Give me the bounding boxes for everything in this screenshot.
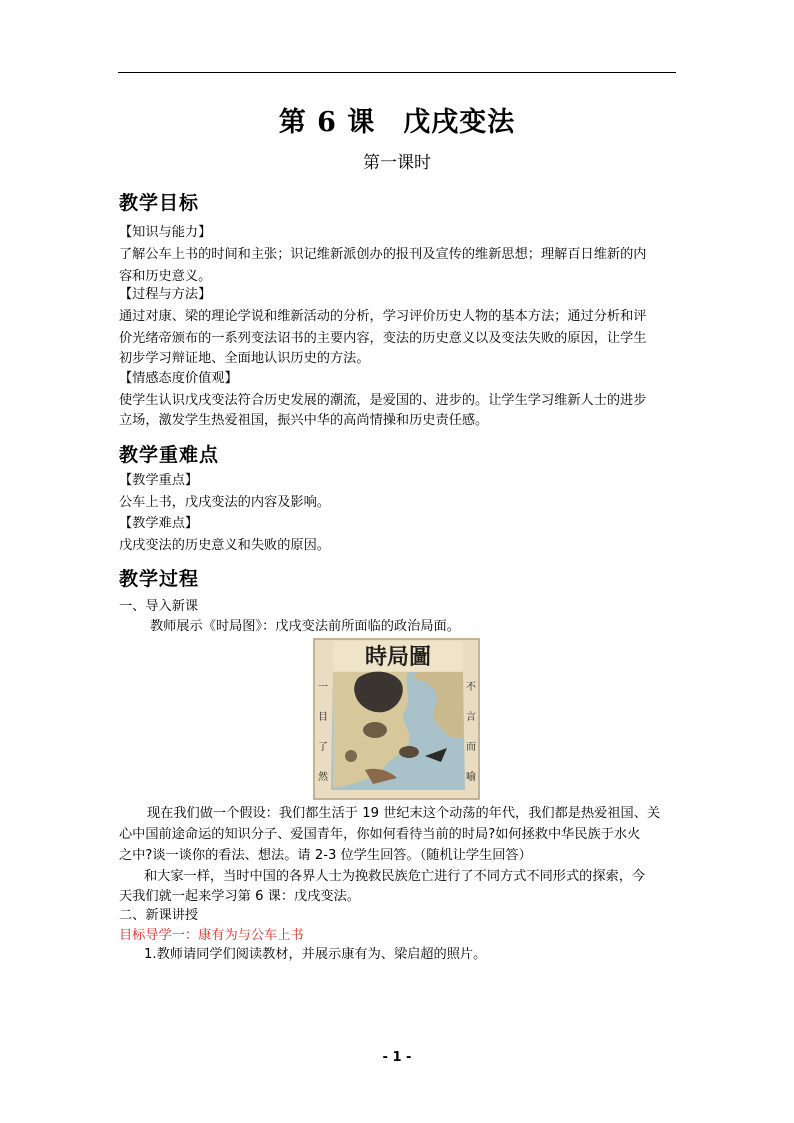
lesson-title: 第 6 课 戊戌变法	[278, 107, 516, 138]
svg-text:目: 目	[318, 712, 328, 723]
difficulty-label: 【教学难点】	[119, 516, 199, 531]
knowledge-line-2: 容和历史意义。	[119, 269, 212, 284]
transition-line-1: 和大家一样，当时中国的各界人士为挽救民族危亡进行了不同方式不同形式的探索，今	[144, 869, 646, 884]
hypothesis-line-1: 现在我们做一个假设：我们都生活于 19 世纪末这个动荡的年代，我们都是热爱祖国、关	[147, 806, 661, 821]
process-heading: 教学过程	[119, 568, 200, 590]
svg-text:然: 然	[318, 772, 328, 783]
keypoints-heading: 教学重难点	[119, 444, 220, 466]
emotion-line-1: 使学生认识戊戌变法符合历史发展的潮流，是爱国的、进步的。让学生学习维新人士的进步	[119, 393, 647, 408]
intro-text: 教师展示《时局图》：戊戌变法前所面临的政治局面。	[150, 619, 460, 634]
header-rule	[118, 72, 676, 73]
focus-label: 【教学重点】	[119, 473, 199, 488]
focus-text: 公车上书，戊戌变法的内容及影响。	[119, 495, 330, 510]
difficulty-text: 戊戌变法的历史意义和失败的原因。	[119, 538, 330, 553]
page-number: - 1 -	[382, 1050, 412, 1065]
emotion-line-2: 立场，激发学生热爱祖国，振兴中华的高尚情操和历史责任感。	[119, 413, 489, 428]
intro-heading: 一、导入新课	[119, 599, 199, 614]
shijutu-image	[313, 638, 480, 800]
svg-text:了: 了	[318, 742, 328, 753]
lesson-subtitle: 第一课时	[363, 153, 431, 173]
svg-text:而: 而	[466, 742, 476, 753]
svg-text:言: 言	[466, 712, 476, 723]
image-title-text: 時局圖	[364, 644, 432, 670]
process-label: 【过程与方法】	[119, 287, 212, 302]
knowledge-label: 【知识与能力】	[119, 225, 212, 240]
step-1: 1.教师请同学们阅读教材，并展示康有为、梁启超的照片。	[144, 947, 487, 962]
svg-text:不: 不	[466, 682, 476, 693]
knowledge-line-1: 了解公车上书的时间和主张；识记维新派创办的报刊及宣传的维新思想；理解百日维新的内	[119, 247, 647, 262]
transition-line-2: 天我们就一起来学习第 6 课：戊戌变法。	[119, 889, 360, 904]
hypothesis-line-2: 心中国前途命运的知识分子、爱国青年，你如何看待当前的时局?如何拯救中华民族于水火	[119, 827, 641, 842]
hypothesis-line-3: 之中?谈一谈你的看法、想法。请 2-3 位学生回答。（随机让学生回答）	[119, 848, 532, 863]
new-lesson-heading: 二、新课讲授	[119, 908, 199, 923]
svg-text:喻: 喻	[466, 772, 476, 783]
process-line-2: 价光绪帝颁布的一系列变法诏书的主要内容，变法的历史意义以及变法失败的原因，让学生	[119, 331, 647, 346]
process-line-3: 初步学习辩证地、全面地认识历史的方法。	[119, 351, 370, 366]
svg-text:一: 一	[318, 682, 328, 693]
goal-heading-1: 目标导学一：康有为与公车上书	[119, 928, 304, 943]
objectives-heading: 教学目标	[119, 192, 200, 214]
emotion-label: 【情感态度价值观】	[119, 371, 238, 386]
process-line-1: 通过对康、梁的理论学说和维新活动的分析，学习评价历史人物的基本方法；通过分析和评	[119, 309, 647, 324]
